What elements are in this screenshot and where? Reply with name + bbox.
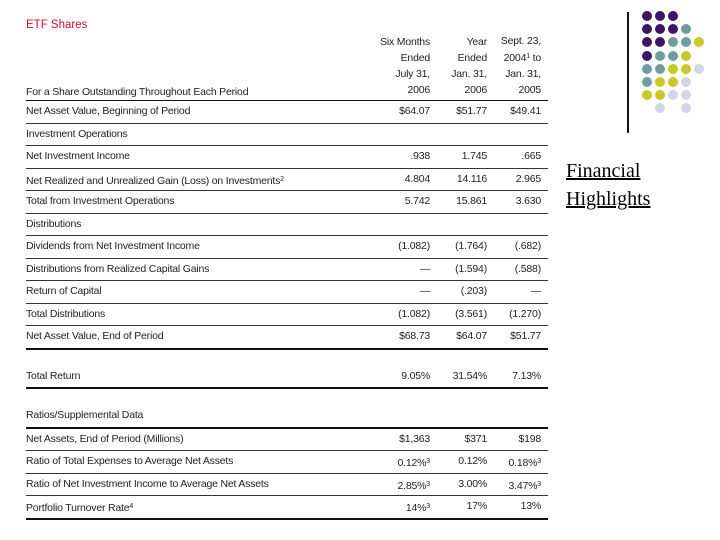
col-header-line: 2005: [518, 84, 541, 96]
cell-value: [455, 259, 487, 281]
cell-value: [455, 236, 487, 258]
cell-text: 1.745: [461, 150, 487, 162]
table-row: [26, 326, 548, 350]
row-label: [26, 405, 143, 427]
table-row: [26, 474, 548, 497]
cell-value: [515, 259, 541, 281]
table-row: [26, 259, 548, 282]
footnote-marker: 1: [526, 53, 530, 60]
decorative-dot: [642, 77, 652, 87]
row-label: [26, 169, 284, 193]
cell-value: [531, 281, 541, 303]
slide-title-line: Highlights: [566, 188, 651, 210]
row-label-text: Net Investment Income: [26, 150, 130, 162]
row-label-text: Ratios/Supplemental Data: [26, 409, 144, 421]
row-label-text: Portfolio Turnover Rate: [26, 502, 130, 514]
row-label-text: Return of Capital: [26, 285, 102, 297]
col-header-line: Ended: [400, 52, 430, 64]
row-label-text: Net Asset Value, End of Period: [26, 330, 164, 342]
cell-value: [510, 101, 541, 123]
row-label-text: Net Assets, End of Period (Millions): [26, 432, 184, 445]
row-label: [26, 451, 233, 473]
cell-text: —: [419, 262, 430, 275]
decorative-dot: [655, 51, 665, 61]
cell-text: .665: [521, 150, 541, 162]
cell-text: 0.12%: [458, 455, 487, 467]
cell-text: (1.764): [455, 240, 487, 252]
cell-value: [462, 146, 487, 168]
cell-value: [399, 326, 430, 348]
col-header-line: 2006: [464, 84, 487, 96]
cell-value: [515, 236, 541, 258]
divider-line: [627, 12, 629, 133]
row-label: [26, 146, 130, 168]
cell-text: 0.12%: [397, 457, 427, 469]
cell-value: [521, 496, 541, 518]
row-label-text: Investment Operations: [26, 127, 128, 140]
cell-value: [453, 366, 487, 388]
cell-value: [398, 451, 430, 475]
decorative-dot: [655, 103, 665, 113]
row-label-text: Total from Investment Operations: [26, 195, 175, 207]
decorative-dot: [681, 24, 691, 34]
cell-text: 14%: [405, 502, 427, 514]
row-label-text: Distributions from Realized Capital Gains: [26, 262, 210, 275]
decorative-dot: [694, 64, 704, 74]
table-body: [26, 101, 548, 520]
decorative-dot: [668, 24, 678, 34]
row-label-text: Dividends from Net Investment Income: [26, 240, 200, 252]
cell-text: 13%: [520, 500, 541, 512]
table-row: [26, 146, 548, 169]
cell-text: 14.116: [456, 172, 487, 185]
col-header-line: July 31,: [395, 68, 430, 80]
cell-value: [398, 474, 430, 498]
decorative-dot: [668, 64, 678, 74]
cell-value: [405, 191, 430, 213]
footnote-marker: 3: [537, 480, 541, 488]
financial-highlights-table: [26, 34, 548, 520]
decorative-dot: [668, 77, 678, 87]
decorative-dot: [668, 37, 678, 47]
decorative-dot: [655, 90, 665, 100]
decorative-dot: [642, 37, 652, 47]
table-row: [26, 366, 548, 390]
row-label: [26, 281, 101, 303]
row-label-text: Net Asset Value, Beginning of Period: [26, 105, 191, 117]
row-label: [26, 101, 190, 123]
cell-value: [401, 366, 430, 388]
cell-text: —: [419, 285, 430, 297]
decorative-dot: [655, 24, 665, 34]
cell-text: .938: [410, 150, 430, 162]
row-label-text: Ratio of Total Expenses to Average Net Assets: [26, 455, 234, 467]
cell-value: [509, 474, 541, 498]
decorative-dot: [681, 64, 691, 74]
row-label-text: Net Realized and Unrealized Gain (Loss) on Investments: [26, 174, 281, 187]
decorative-dot: [642, 51, 652, 61]
cell-value: [509, 304, 541, 326]
cell-text: $198: [518, 432, 541, 445]
cell-value: [512, 366, 541, 388]
cell-text: 3.630: [515, 195, 541, 207]
cell-text: $1,363: [399, 432, 430, 445]
cell-value: [461, 281, 487, 303]
cell-value: [455, 304, 487, 326]
cell-text: 4.804: [404, 172, 430, 185]
decorative-dot: [655, 64, 665, 74]
cell-value: [521, 146, 541, 168]
cell-text: 5.742: [404, 195, 430, 207]
row-label: [26, 259, 209, 281]
col-header-line: Six Months: [380, 36, 430, 48]
col-header-line: Sept. 23,: [500, 35, 541, 47]
cell-text: $51.77: [510, 330, 541, 342]
table-row: [26, 281, 548, 304]
cell-value: [456, 191, 487, 213]
table-row: [26, 101, 548, 124]
cell-text: (1.594): [455, 262, 487, 275]
cell-text: $371: [464, 432, 487, 445]
cell-value: [406, 496, 430, 520]
decorative-dot: [642, 11, 652, 21]
decorative-dot: [681, 90, 691, 100]
slide-title: [566, 157, 650, 213]
footnote-marker: 4: [129, 503, 134, 510]
cell-value: [458, 474, 487, 496]
decorative-dot: [655, 11, 665, 21]
decorative-dot: [681, 37, 691, 47]
footnote-marker: 3: [426, 503, 430, 510]
col-header-line: Jan. 31,: [451, 68, 487, 80]
row-label: [26, 326, 163, 348]
cell-text: 7.13%: [512, 369, 541, 382]
col-header-line: 2006: [407, 84, 430, 96]
row-label: [26, 429, 183, 451]
cell-text: (1.082): [398, 240, 430, 252]
table-row: [26, 214, 548, 237]
col-header-line: Year: [466, 36, 487, 48]
decorative-dot: [681, 51, 691, 61]
cell-value: [398, 236, 430, 258]
col-header-to: to: [529, 52, 541, 64]
cell-value: [405, 169, 430, 191]
cell-value: [516, 191, 541, 213]
cell-text: 2.965: [515, 172, 541, 185]
column-header-six-months: [380, 34, 430, 98]
cell-text: (3.561): [455, 307, 487, 320]
decorative-dot: [668, 11, 678, 21]
cell-value: [510, 326, 541, 348]
col-header-line: Jan. 31,: [505, 68, 541, 80]
cell-text: 15.861: [456, 195, 487, 207]
cell-text: 3.00%: [458, 477, 487, 490]
decorative-dot: [655, 37, 665, 47]
cell-value: [399, 429, 430, 451]
column-header-inception: [501, 33, 541, 98]
table-row: [26, 496, 548, 520]
cell-text: —: [530, 285, 541, 297]
decorative-dot: [681, 103, 691, 113]
row-label: [26, 124, 127, 146]
cell-value: [467, 496, 487, 518]
row-label: [26, 366, 80, 388]
row-label: [26, 236, 200, 258]
header-label: For a Share Outstanding Throughout Each Period: [26, 86, 249, 98]
table-row: [26, 304, 548, 327]
cell-value: [398, 304, 430, 326]
cell-text: 2.85%: [397, 479, 427, 492]
cell-text: (1.082): [398, 307, 430, 320]
footnote-marker: 2: [280, 175, 284, 183]
decorative-dot: [681, 77, 691, 87]
decorative-dot: [694, 37, 704, 47]
footnote-marker: 3: [426, 458, 430, 465]
decorative-dot: [668, 90, 678, 100]
cell-value: [464, 429, 487, 451]
row-label: [26, 214, 81, 236]
slide-title-line: Financial: [566, 160, 641, 182]
cell-text: $49.41: [510, 105, 541, 117]
cell-text: $68.73: [399, 330, 430, 342]
column-header-year-ended: [451, 34, 487, 98]
cell-text: (1.270): [509, 307, 541, 320]
cell-value: [399, 101, 430, 123]
table-header: [26, 34, 548, 101]
decorative-dot: [642, 64, 652, 74]
cell-value: [410, 146, 430, 168]
cell-value: [456, 101, 487, 123]
row-label: [26, 191, 174, 213]
table-row: [26, 124, 548, 147]
cell-text: 3.47%: [508, 479, 538, 492]
decorative-dot: [668, 51, 678, 61]
row-label-text: Total Distributions: [26, 307, 106, 320]
col-header-line: [501, 49, 541, 66]
row-label-text: Ratio of Net Investment Income to Average Net Assets: [26, 477, 269, 490]
footnote-marker: 3: [426, 480, 430, 488]
table-row: [26, 236, 548, 259]
table-row: [26, 451, 548, 474]
cell-value: [457, 169, 487, 191]
row-label: [26, 496, 133, 520]
decorative-dot: [655, 77, 665, 87]
cell-text: (.203): [460, 285, 487, 297]
cell-text: (.682): [514, 240, 541, 252]
decorative-dot: [642, 24, 652, 34]
table-row: [26, 405, 548, 429]
cell-text: 31.54%: [452, 369, 487, 382]
cell-text: $64.07: [399, 105, 430, 117]
col-header-year: 2004: [503, 52, 527, 64]
table-row: [26, 429, 548, 452]
cell-value: [458, 451, 487, 473]
cell-value: [420, 259, 430, 281]
cell-value: [518, 429, 541, 451]
table-row: [26, 169, 548, 192]
footnote-marker: 3: [537, 458, 541, 465]
cell-value: [420, 281, 430, 303]
row-label: [26, 304, 105, 326]
cell-text: 17%: [466, 500, 487, 512]
decorative-dot: [642, 90, 652, 100]
table-row: [26, 191, 548, 214]
cell-value: [516, 169, 541, 191]
cell-text: $64.07: [456, 330, 487, 342]
cell-text: 0.18%: [508, 457, 538, 469]
row-label: [26, 474, 269, 496]
cell-value: [456, 326, 487, 348]
section-label: ETF Shares: [26, 19, 88, 31]
col-header-line: Ended: [457, 52, 487, 64]
cell-text: (.588): [514, 262, 541, 275]
row-label-text: Total Return: [26, 369, 81, 382]
row-label-text: Distributions: [26, 217, 82, 230]
cell-text: 9.05%: [401, 369, 430, 382]
cell-text: $51.77: [456, 105, 487, 117]
cell-value: [509, 451, 541, 475]
